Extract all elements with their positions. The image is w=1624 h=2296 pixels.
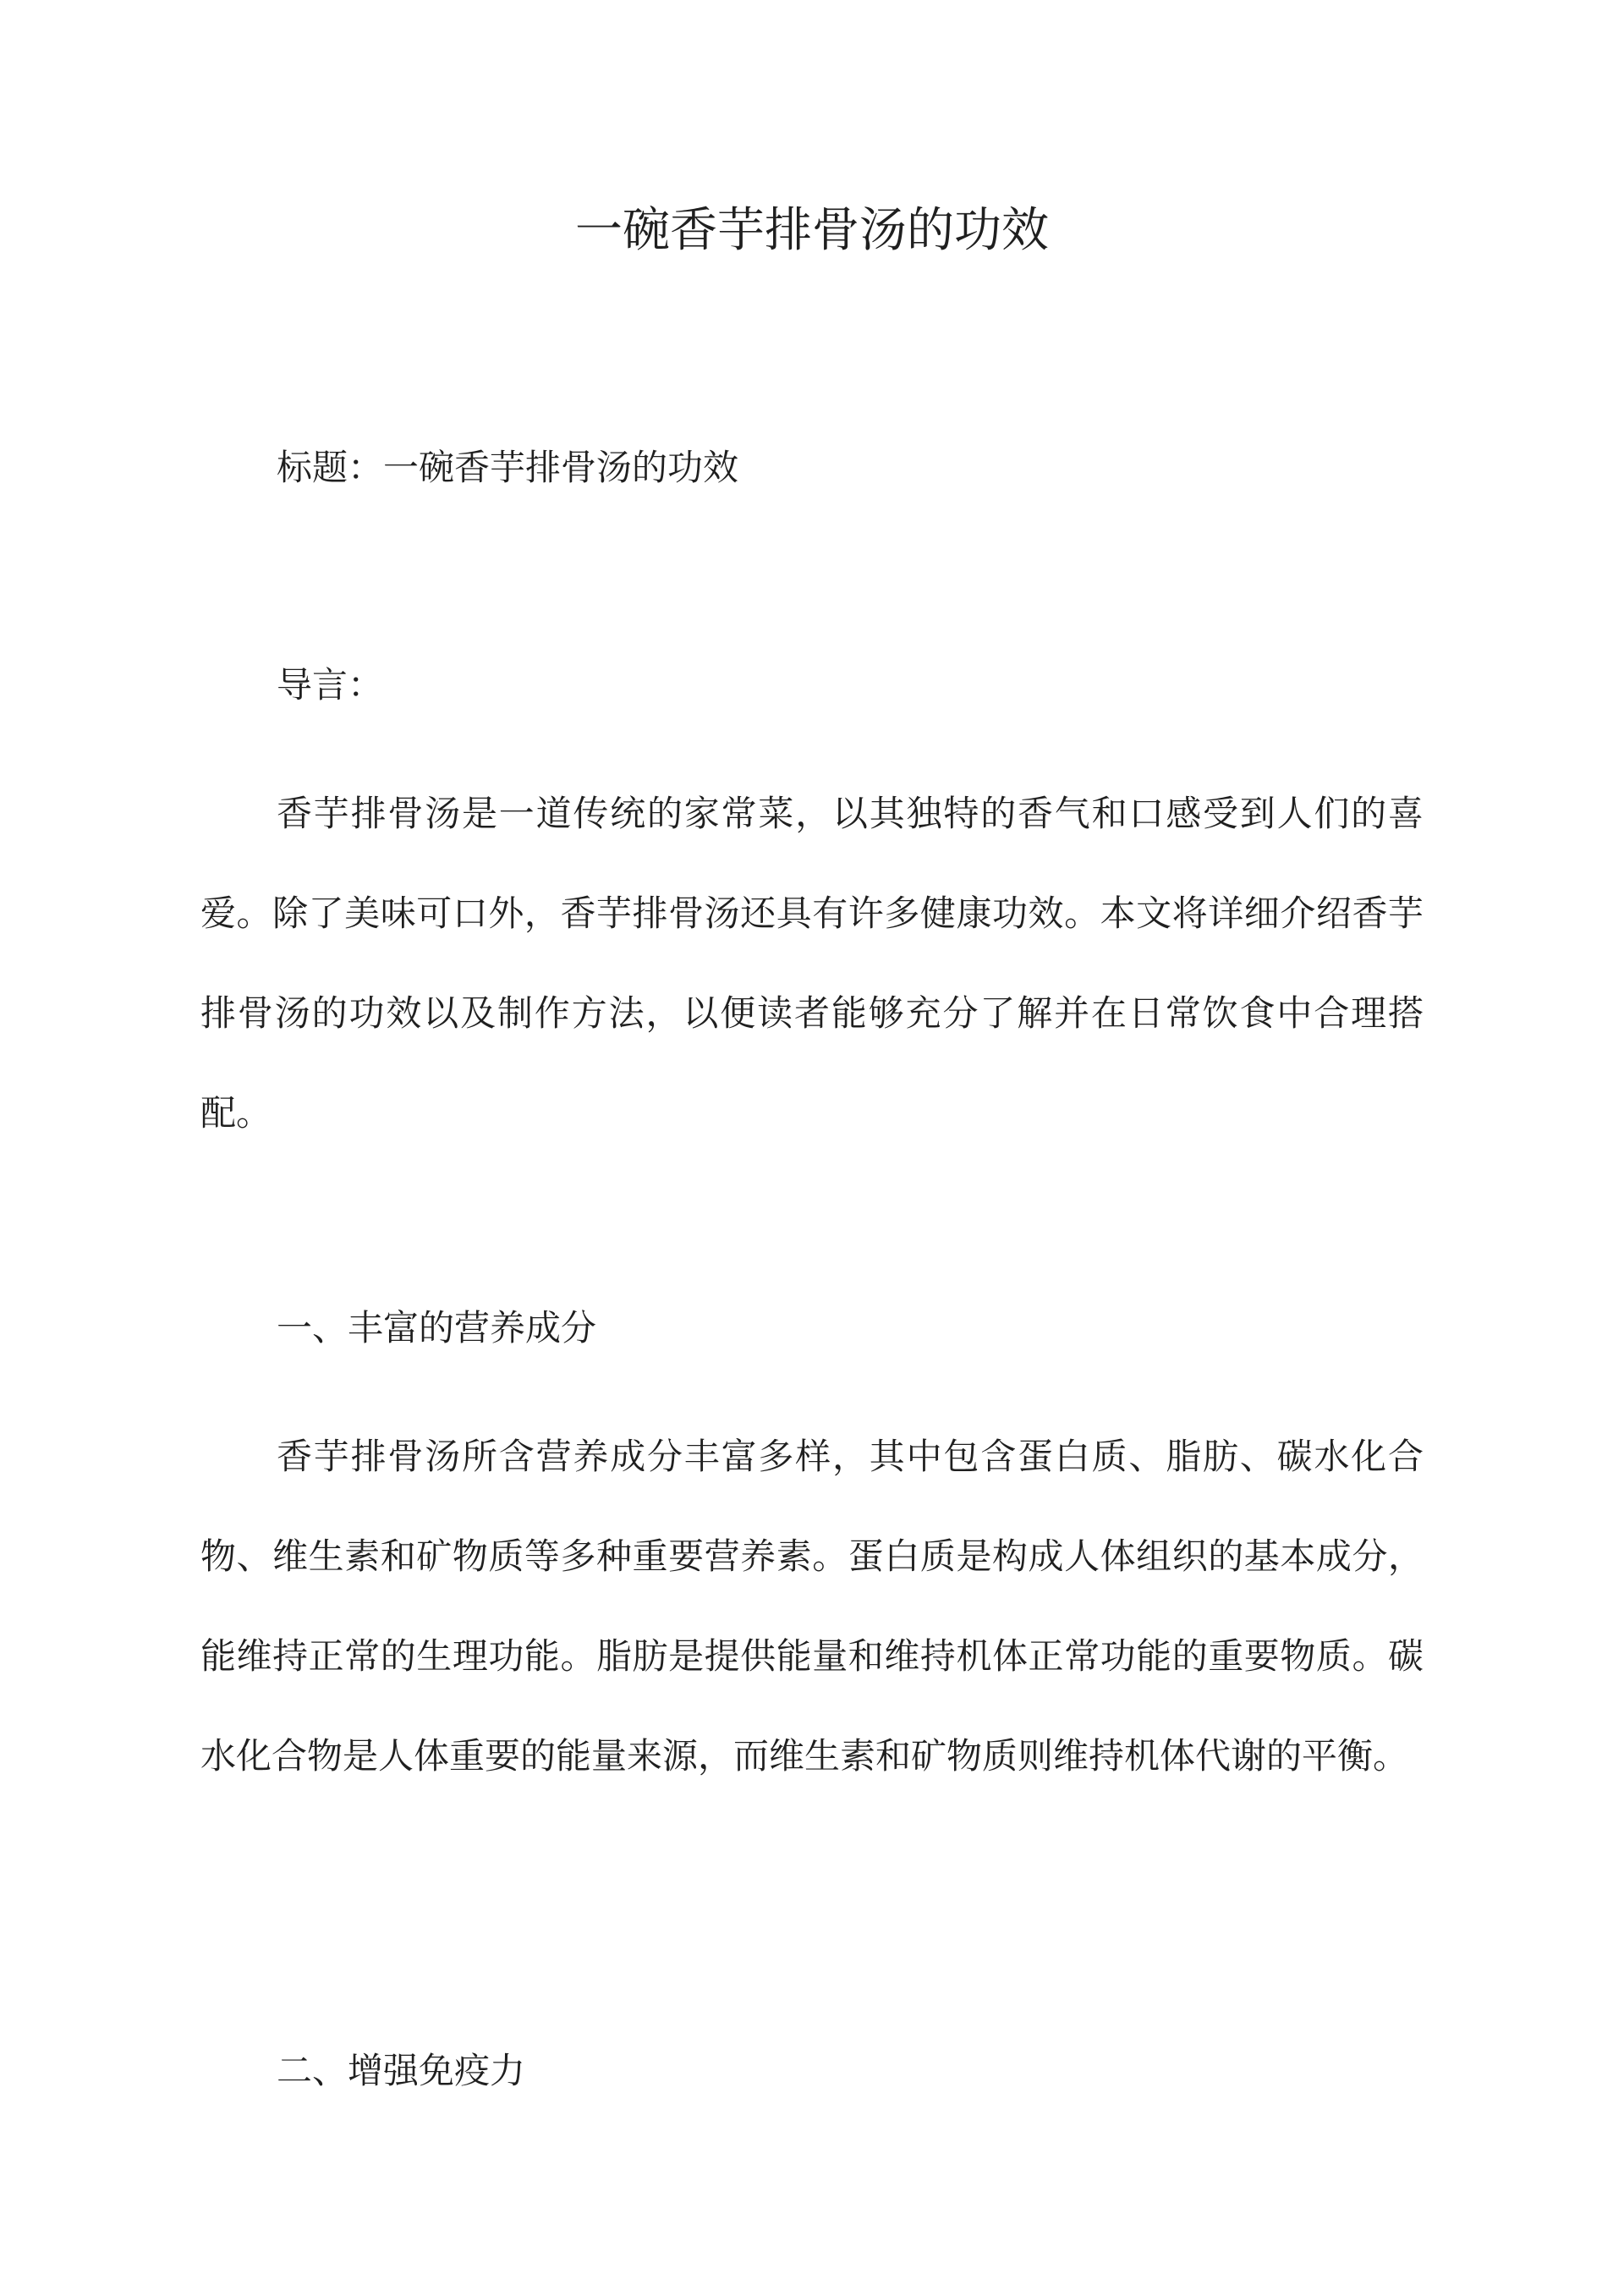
intro-heading: 导言： [277, 664, 384, 706]
section-heading: 二、增强免疫力 [277, 2050, 526, 2091]
section-heading: 一、丰富的营养成分 [277, 1307, 597, 1348]
section-paragraph: 香芋排骨汤所含营养成分丰富多样，其中包含蛋白质、脂肪、碳水化合物、维生素和矿物质等多种重要营养素。蛋白质是构成人体组织的基本成分，能维持正常的生理功能。脂肪是提供能量和维持机体正常功能的重要物质。碳水化合物是人体重要的能量来源，而维生素和矿物质则维持机体代谢的平衡。 [200, 1436, 1424, 1777]
intro-paragraph: 香芋排骨汤是一道传统的家常菜，以其独特的香气和口感受到人们的喜爱。除了美味可口外，香芋排骨汤还具有许多健康功效。本文将详细介绍香芋排骨汤的功效以及制作方法，以便读者能够充分了解并在日常饮食中合理搭配。 [200, 793, 1424, 1134]
document-title: 一碗香芋排骨汤的功效 [575, 203, 1049, 258]
title-line: 标题：一碗香芋排骨汤的功效 [277, 447, 739, 488]
